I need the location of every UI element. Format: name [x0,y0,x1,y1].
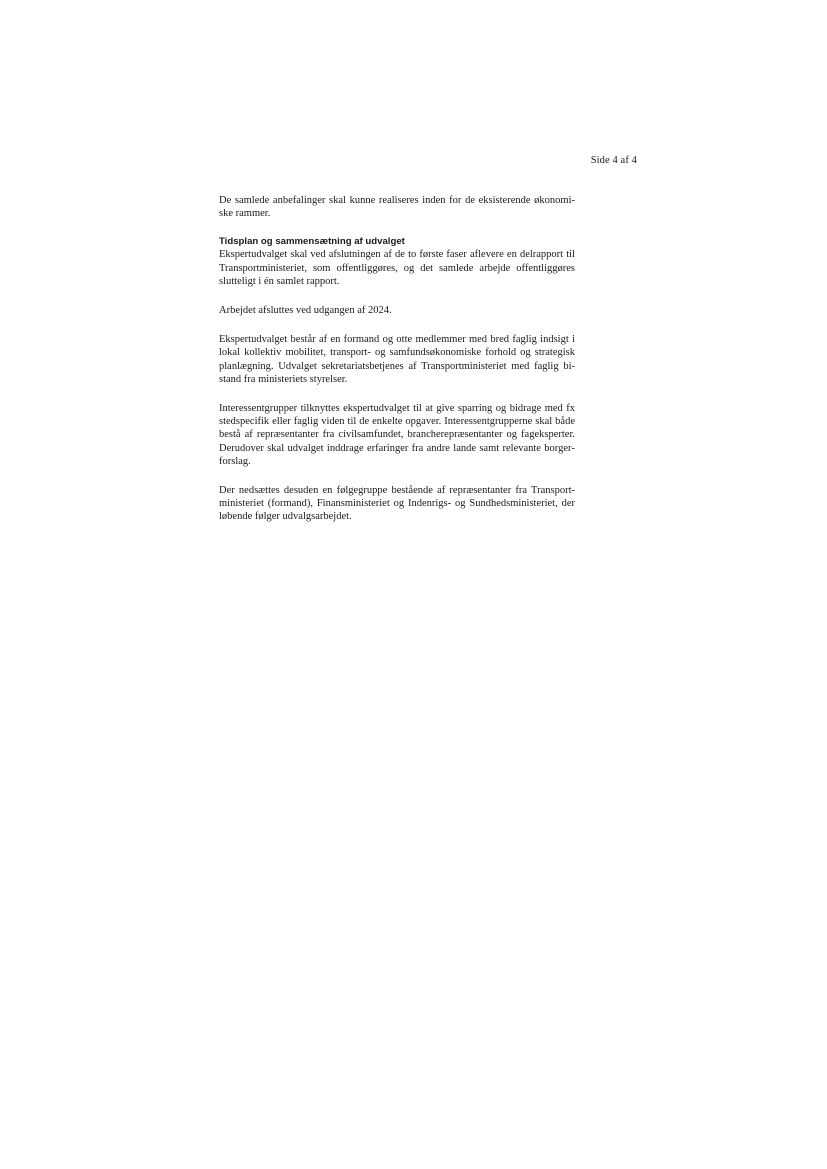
page-number: Side 4 af 4 [590,155,637,166]
paragraph-composition: Ekspertudvalget består af en formand og otte medlemmer med bred faglig indsigt i lokal kollektiv mobilitet, transport- og samfundsøkonomiske forhold og strategisk planlægning. Udvalget sekretariatsbetjenes af Transportministeriet med faglig bistand fra ministeriets styrelser. [219,334,575,385]
intro-paragraph: De samlede anbefalinger skal kunne realiseres inden for de eksisterende økonomiske rammer. [219,195,575,220]
document-body [219,194,575,540]
paragraph-delrapport: Ekspertudvalget skal ved afslutningen af de to første faser aflevere en delrapport til Transportministeriet, som offentliggøres, og det samlede arbejde offentliggøres slutteligt i én samlet rapport. [219,249,575,287]
paragraph-deadline: Arbejdet afsluttes ved udgangen af 2024. [219,305,392,317]
paragraph-follow-group: Der nedsættes desuden en følgegruppe bestående af repræsentanter fra Transportministeriet (formand), Finansministeriet og Indenrigs- og Sundhedsministeriet, der løbende følger udvalgsarbejdet. [219,485,575,523]
section-heading: Tidsplan og sammensætning af udvalget [219,236,405,248]
paragraph-stakeholders: Interessentgrupper tilknyttes ekspertudvalget til at give sparring og bidrage med fx stedspecifik eller faglig viden til de enkelte opgaver. Interessentgrupperne skal både bestå af repræsentanter fra civilsamfundet, brancherepræsentanter og fageksperter. Derudover skal udvalget inddrage erfaringer fra andre lande samt relevante borgerforslag. [219,403,575,467]
